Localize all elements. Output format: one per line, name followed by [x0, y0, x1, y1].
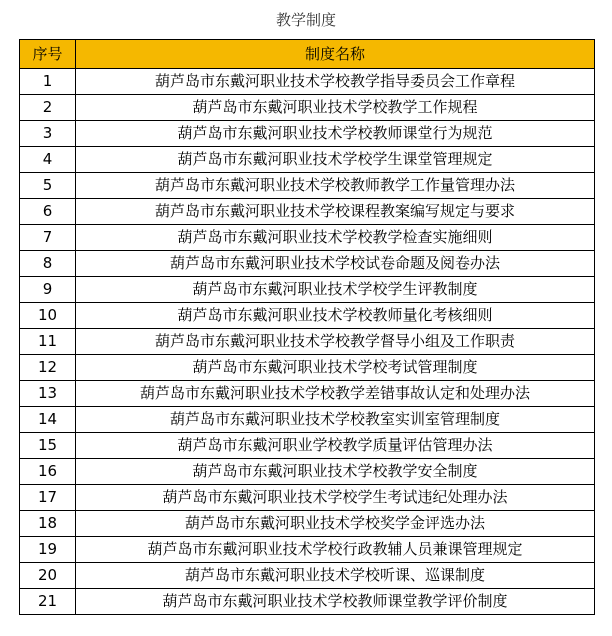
regulation-name: 葫芦岛市东戴河职业技术学校学生考试违纪处理办法: [76, 485, 595, 511]
regulation-name: 葫芦岛市东戴河职业技术学校行政教辅人员兼课管理规定: [76, 537, 595, 563]
row-number: 13: [20, 381, 76, 407]
regulation-name: 葫芦岛市东戴河职业技术学校教学工作规程: [76, 95, 595, 121]
column-header-name: 制度名称: [76, 40, 595, 69]
table-row: [20, 485, 595, 511]
table-row: [20, 147, 595, 173]
table-row: [20, 459, 595, 485]
row-number: 16: [20, 459, 76, 485]
table-row: [20, 95, 595, 121]
table-row: [20, 303, 595, 329]
table-row: [20, 173, 595, 199]
table-row: [20, 69, 595, 95]
regulation-name: 葫芦岛市东戴河职业技术学校教学督导小组及工作职责: [76, 329, 595, 355]
table-row: [20, 277, 595, 303]
row-number: 5: [20, 173, 76, 199]
regulation-name: 葫芦岛市东戴河职业技术学校学生评教制度: [76, 277, 595, 303]
row-number: 15: [20, 433, 76, 459]
regulation-name: 葫芦岛市东戴河职业技术学校教师量化考核细则: [76, 303, 595, 329]
regulation-name: 葫芦岛市东戴河职业技术学校课程教案编写规定与要求: [76, 199, 595, 225]
table-row: [20, 563, 595, 589]
regulation-name: 葫芦岛市东戴河职业技术学校教学指导委员会工作章程: [76, 69, 595, 95]
row-number: 3: [20, 121, 76, 147]
row-number: 4: [20, 147, 76, 173]
table-row: [20, 511, 595, 537]
table-row: [20, 251, 595, 277]
regulation-name: 葫芦岛市东戴河职业学校教学质量评估管理办法: [76, 433, 595, 459]
table-row: [20, 329, 595, 355]
table-body: [20, 69, 595, 615]
page-title: 教学制度: [275, 11, 336, 29]
row-number: 2: [20, 95, 76, 121]
row-number: 12: [20, 355, 76, 381]
regulation-name: 葫芦岛市东戴河职业技术学校教学安全制度: [76, 459, 595, 485]
row-number: 17: [20, 485, 76, 511]
table-row: [20, 355, 595, 381]
table-row: [20, 433, 595, 459]
table-row: [20, 199, 595, 225]
row-number: 6: [20, 199, 76, 225]
row-number: 7: [20, 225, 76, 251]
regulation-name: 葫芦岛市东戴河职业技术学校学生课堂管理规定: [76, 147, 595, 173]
row-number: 20: [20, 563, 76, 589]
row-number: 18: [20, 511, 76, 537]
regulation-name: 葫芦岛市东戴河职业技术学校教师课堂教学评价制度: [76, 589, 595, 615]
row-number: 8: [20, 251, 76, 277]
regulation-name: 葫芦岛市东戴河职业技术学校教室实训室管理制度: [76, 407, 595, 433]
row-number: 1: [20, 69, 76, 95]
regulations-table: [19, 39, 595, 615]
row-number: 10: [20, 303, 76, 329]
regulation-name: 葫芦岛市东戴河职业技术学校奖学金评选办法: [76, 511, 595, 537]
table-row: [20, 121, 595, 147]
row-number: 9: [20, 277, 76, 303]
table-row: [20, 381, 595, 407]
regulation-name: 葫芦岛市东戴河职业技术学校教师课堂行为规范: [76, 121, 595, 147]
table-row: [20, 407, 595, 433]
table-row: [20, 225, 595, 251]
regulation-name: 葫芦岛市东戴河职业技术学校考试管理制度: [76, 355, 595, 381]
regulation-name: 葫芦岛市东戴河职业技术学校教师教学工作量管理办法: [76, 173, 595, 199]
row-number: 11: [20, 329, 76, 355]
table-row: [20, 589, 595, 615]
row-number: 14: [20, 407, 76, 433]
regulation-name: 葫芦岛市东戴河职业技术学校教学差错事故认定和处理办法: [76, 381, 595, 407]
table-header-row: [20, 40, 595, 69]
regulation-name: 葫芦岛市东戴河职业技术学校听课、巡课制度: [76, 563, 595, 589]
regulation-name: 葫芦岛市东戴河职业技术学校试卷命题及阅卷办法: [76, 251, 595, 277]
column-header-no: 序号: [20, 40, 76, 69]
row-number: 19: [20, 537, 76, 563]
regulation-name: 葫芦岛市东戴河职业技术学校教学检查实施细则: [76, 225, 595, 251]
row-number: 21: [20, 589, 76, 615]
table-row: [20, 537, 595, 563]
